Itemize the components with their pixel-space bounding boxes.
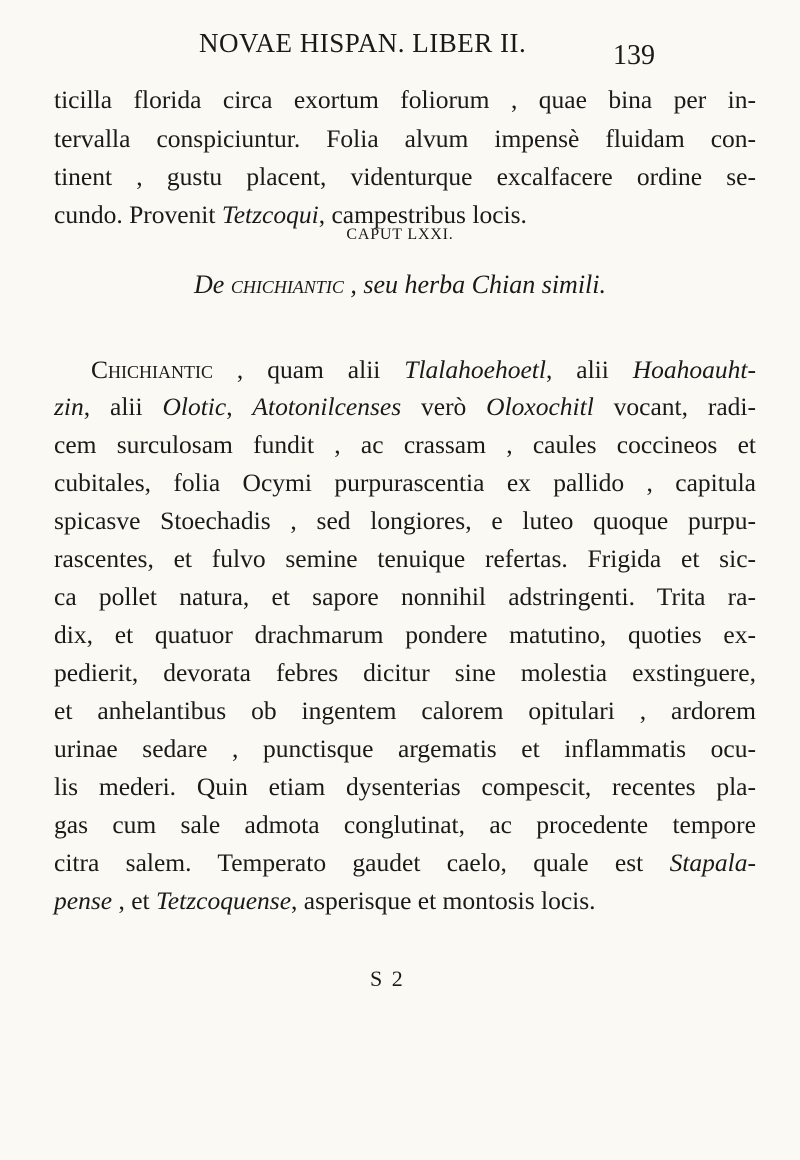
text-segment: , quam alii [213, 355, 405, 384]
chapter-number: CAPUT LXXI. [346, 226, 454, 243]
plant-name: Oloxochitl [486, 392, 594, 421]
text-segment: citra salem. Temperato gaudet caelo, quale est [54, 848, 670, 877]
people-name: Atotonilcenses [252, 392, 402, 421]
signature-mark: S 2 [370, 966, 405, 991]
text-line: dix, et quatuor drachmarum pondere matutino, quoties ex- [54, 620, 756, 649]
text-segment: , alii [545, 355, 633, 384]
running-head: NOVAE HISPAN. LIBER II. [199, 28, 527, 58]
place-name: Tetzcoqui [221, 200, 319, 229]
text-line [91, 354, 756, 386]
text-line: ticilla florida circa exortum foliorum , quae bina per in- [54, 85, 756, 114]
plant-name: Hoahoauht- [632, 355, 756, 384]
text-segment: verò [401, 392, 487, 421]
place-name: Tetzcoquense [155, 886, 292, 915]
chapter-title [0, 270, 800, 300]
place-name: pense [54, 886, 113, 915]
text-segment: , alii [83, 392, 163, 421]
plant-name: Chichiantic [91, 355, 213, 384]
text-segment: , campestribus locis. [318, 200, 527, 229]
title-segment: De [193, 270, 231, 299]
text-line: et anhelantibus ob ingentem calorem opitulari , ardorem [54, 696, 756, 725]
plant-name: Tlalahoehoetl [404, 355, 546, 384]
text-line [54, 885, 596, 917]
plant-name: chichiantic [230, 270, 344, 299]
text-line: tinent , gustu placent, videnturque excalfacere ordine se- [54, 162, 756, 191]
text-line: pedierit, devorata febres dicitur sine molestia exstinguere, [54, 658, 756, 687]
text-segment: , et [112, 886, 156, 915]
page-number: 139 [613, 40, 655, 71]
text-line: tervalla conspiciuntur. Folia alvum impensè fluidam con- [54, 124, 756, 153]
text-line: rascentes, et fulvo semine tenuique refertas. Frigida et sic- [54, 544, 756, 573]
plant-name: Olotic [162, 392, 227, 421]
text-line: cubitales, folia Ocymi purpurascentia ex pallido , capitula [54, 468, 756, 497]
text-line [54, 847, 756, 879]
text-line: gas cum sale admota conglutinat, ac procedente tempore [54, 810, 756, 839]
text-line: cem surculosam fundit , ac crassam , caules coccineos et [54, 430, 756, 459]
plant-name: zin [54, 392, 84, 421]
text-line: spicasve Stoechadis , sed longiores, e luteo quoque purpu- [54, 506, 756, 535]
text-line: lis mederi. Quin etiam dysenterias compescit, recentes pla- [54, 772, 756, 801]
text-segment: , asperisque et montosis locis. [291, 886, 596, 915]
text-segment: vocant, radi- [593, 392, 757, 421]
text-line [54, 391, 756, 423]
text-segment: , [226, 392, 253, 421]
text-line: ca pollet natura, et sapore nonnihil adstringenti. Trita ra- [54, 582, 756, 611]
text-line: urinae sedare , punctisque argematis et inflammatis ocu- [54, 734, 756, 763]
title-segment: , seu herba Chian simili. [343, 270, 606, 299]
place-name: Stapala- [669, 848, 756, 877]
text-segment: cundo. Provenit [54, 200, 222, 229]
